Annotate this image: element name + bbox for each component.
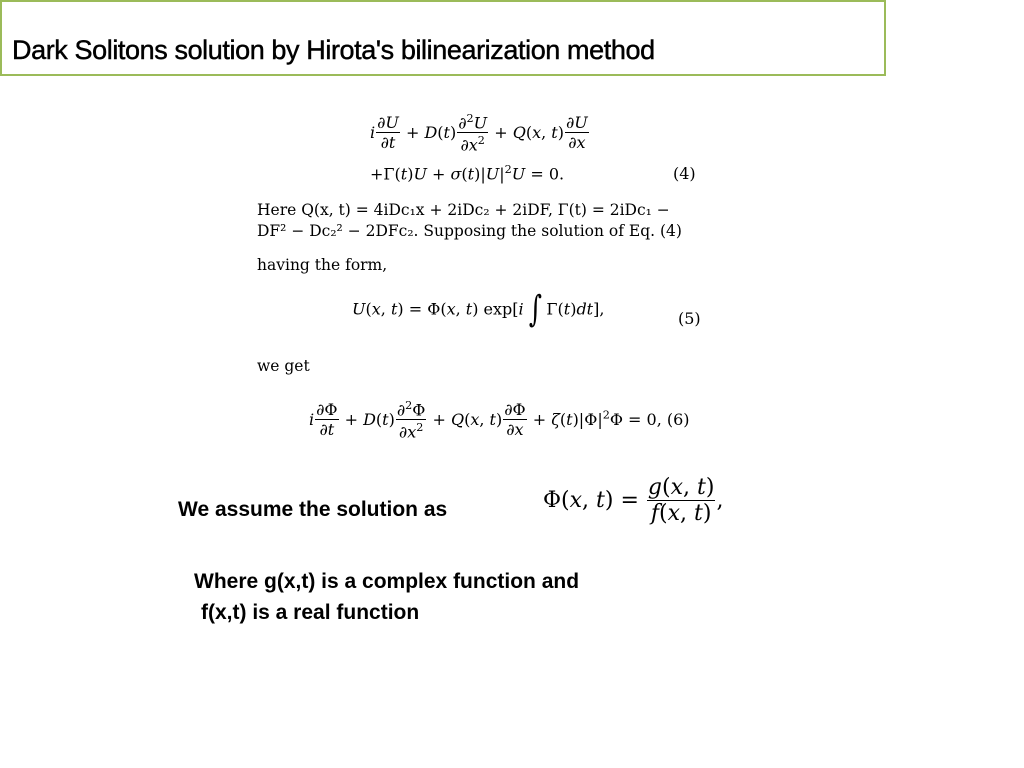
equation-4-line-1: i $\frac{\partial U}{\partial t}$ + D(t) $\frac{\partial^2U}{\partial x^2}$ + Q(x, t) $\frac{\partial U}{\partial x}$ [370, 112, 588, 155]
prose-line-2: DF² − Dc₂² − 2DFc₂. Supposing the solution of Eq. (4) [257, 222, 682, 240]
title-box [0, 0, 886, 76]
assume-caption: We assume the solution as [178, 498, 448, 521]
equation-5: U(x, t) = Φ(x, t) exp[i ∫ Γ(t)dt], [352, 289, 605, 330]
equation-4-line-2: $+\Gamma(t)U + \sigma(t)|U|^2U = 0$. [370, 163, 565, 184]
assumed-solution-equation: Φ(x, t) = $\frac{g(x, t)}{f(x, t)}$ , [543, 475, 724, 526]
prose-line-3: having the form, [257, 256, 388, 274]
slide-title: Dark Solitons solution by Hirota's bilinearization method [12, 35, 655, 65]
equation-6: i $\frac{\partial\Phi}{\partial t}$ + D(t) $\frac{\partial^2\Phi}{\partial x^2}$ + Q(x, t) $\frac{\partial\Phi}{\partial x}$ + $\zeta(t)|\Phi|^2\Phi = 0$, (6) [309, 399, 690, 442]
where-caption-line-2: f(x,t) is a real function [201, 601, 420, 624]
prose-line-4: we get [257, 357, 310, 375]
equation-6-number: (6) [666, 409, 690, 429]
prose-line-1: Here Q(x, t) = 4iDc₁x + 2iDc₂ + 2iDF, Γ(t) = 2iDc₁ − [257, 201, 670, 219]
equation-5-number: (5) [678, 309, 701, 328]
where-caption-line-1: Where g(x,t) is a complex function and [194, 570, 580, 593]
equation-4-number: (4) [673, 164, 696, 183]
